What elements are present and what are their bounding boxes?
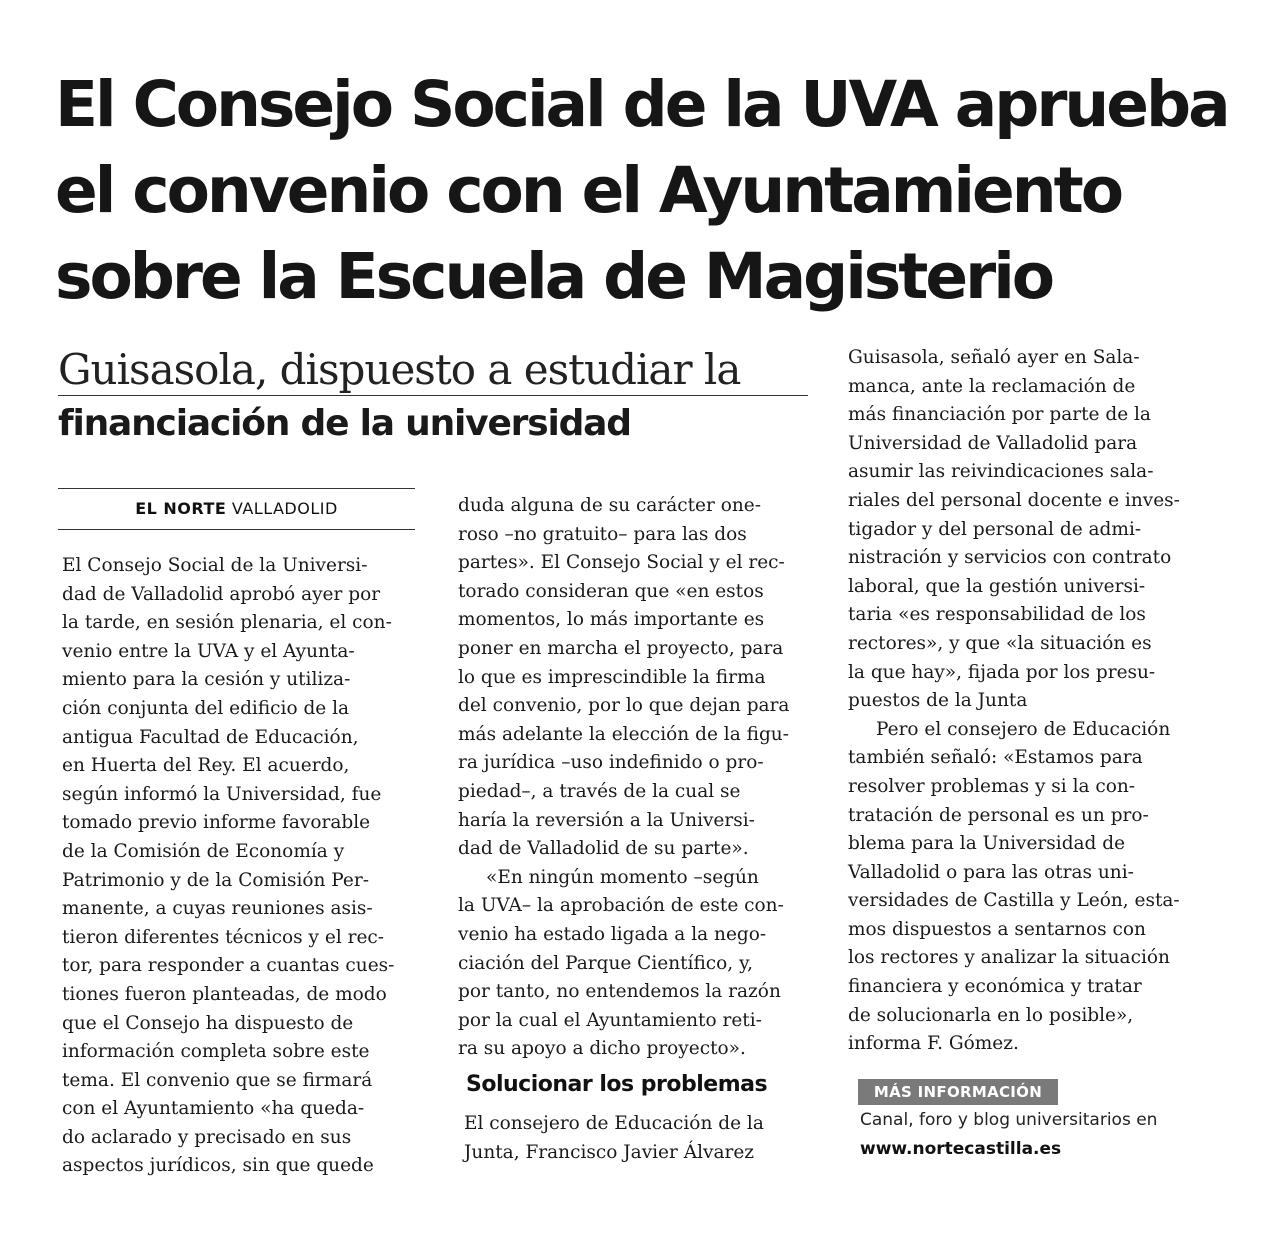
text-line: la tarde, en sesión plenaria, el con-: [62, 612, 392, 634]
text-line: manente, a cuyas reuniones asis-: [62, 898, 373, 920]
text-line: según informó la Universidad, fue: [62, 783, 382, 805]
text-line: momentos, lo más importante es: [458, 609, 765, 631]
text-line: lo que es imprescindible la firma: [458, 666, 766, 688]
text-line: tor, para responder a cuantas cues-: [62, 955, 395, 977]
text-line: partes». El Consejo Social y el rec-: [458, 552, 785, 574]
text-line: más financiación por parte de la: [848, 404, 1151, 426]
text-line: tomado previo informe favorable: [62, 812, 371, 834]
text-line: laboral, que la gestión universi-: [848, 575, 1146, 597]
subtitle-line: financiación de la universidad: [58, 403, 631, 444]
text-line: con el Ayuntamiento «ha queda-: [62, 1098, 365, 1120]
text-line: Universidad de Valladolid para: [848, 432, 1138, 454]
text-line: por la cual el Ayuntamiento reti-: [458, 1009, 762, 1031]
text-line: informa F. Gómez.: [848, 1033, 1019, 1055]
text-line: también señaló: «Estamos para: [848, 747, 1143, 769]
text-line: Junta, Francisco Javier Álvarez: [464, 1141, 755, 1163]
headline-line: sobre la Escuela de Magisterio: [55, 240, 1053, 313]
text-line: aspectos jurídicos, sin que quede: [62, 1155, 374, 1177]
text-line: miento para la cesión y utiliza-: [62, 669, 351, 691]
text-line: Valladolid o para las otras uni-: [848, 861, 1134, 883]
text-line: mos dispuestos a sentarnos con: [848, 918, 1146, 940]
text-line: nistración y servicios con contrato: [848, 547, 1172, 569]
text-line: la que hay», fijada por los presu-: [848, 661, 1156, 683]
text-line: do aclarado y precisado en sus: [62, 1126, 352, 1148]
text-line: venio entre la UVA y el Ayunta-: [62, 640, 355, 662]
more-info-text: Canal, foro y blog universitarios en: [860, 1110, 1158, 1130]
text-line: los rectores y analizar la situación: [848, 947, 1170, 969]
text-line: roso –no gratuito– para las dos: [458, 523, 747, 545]
text-line: torado consideran que «en estos: [458, 580, 764, 602]
text-line: blema para la Universidad de: [848, 833, 1126, 855]
text-line: de solucionarla en lo posible»,: [848, 1004, 1134, 1026]
text-line: venio ha estado ligada a la nego-: [458, 923, 767, 945]
more-info-link[interactable]: www.nortecastilla.es: [860, 1139, 1062, 1159]
text-line: ción conjunta del edificio de la: [62, 697, 350, 719]
text-line: manca, ante la reclamación de: [848, 375, 1136, 397]
section-subhead: Solucionar los problemas: [466, 1072, 768, 1097]
subtitle: [58, 345, 808, 452]
text-line: El consejero de Educación de la: [464, 1113, 764, 1134]
text-line: tema. El convenio que se firmará: [62, 1069, 373, 1091]
text-line: información completa sobre este: [62, 1041, 370, 1063]
text-line: Pero el consejero de Educación: [876, 718, 1171, 740]
byline: [58, 488, 415, 530]
text-line: por tanto, no entendemos la razón: [458, 981, 781, 1003]
text-line: tratación de personal es un pro-: [848, 804, 1149, 826]
text-line: poner en marcha el proyecto, para: [458, 637, 784, 659]
text-line: la UVA– la aprobación de este con-: [458, 895, 784, 917]
headline: [55, 62, 1235, 320]
subtitle-line: Guisasola, dispuesto a estudiar la: [58, 345, 741, 394]
text-line: «En ningún momento –según: [486, 866, 759, 888]
article-column-2-continued: [464, 1110, 834, 1167]
text-line: ra su apoyo a dicho proyecto».: [458, 1038, 746, 1060]
article-column-2: [458, 492, 828, 1064]
text-line: piedad–, a través de la cual se: [458, 780, 741, 802]
text-line: duda alguna de su carácter one-: [458, 495, 761, 516]
text-line: que el Consejo ha dispuesto de: [62, 1012, 354, 1034]
text-line: de la Comisión de Economía y: [62, 840, 345, 862]
headline-line: el convenio con el Ayuntamiento: [55, 154, 1121, 227]
text-line: tieron diferentes técnicos y el rec-: [62, 926, 385, 948]
more-info-badge: MÁS INFORMACIÓN: [858, 1079, 1058, 1105]
text-line: dad de Valladolid de su parte».: [458, 838, 749, 860]
text-line: resolver problemas y si la con-: [848, 775, 1136, 797]
text-line: asumir las reivindicaciones sala-: [848, 461, 1154, 483]
text-line: dad de Valladolid aprobó ayer por: [62, 583, 381, 605]
article-column-1: [62, 552, 432, 1181]
headline-line: El Consejo Social de la UVA aprueba: [55, 68, 1228, 141]
text-line: El Consejo Social de la Universi-: [62, 555, 368, 576]
text-line: taria «es responsabilidad de los: [848, 604, 1146, 626]
article-column-3: [848, 344, 1218, 1059]
text-line: ciación del Parque Científico, y,: [458, 952, 753, 974]
text-line: del convenio, por lo que dejan para: [458, 695, 790, 717]
text-line: riales del personal docente e inves-: [848, 489, 1180, 511]
text-line: Patrimonio y de la Comisión Per-: [62, 869, 369, 891]
text-line: en Huerta del Rey. El acuerdo,: [62, 755, 350, 777]
text-line: más adelante la elección de la figu-: [458, 723, 789, 745]
text-line: ra jurídica –uso indefinido o pro-: [458, 752, 764, 774]
text-line: tigador y del personal de admi-: [848, 518, 1142, 540]
text-line: rectores», y que «la situación es: [848, 632, 1152, 654]
text-line: antigua Facultad de Educación,: [62, 726, 359, 748]
text-line: puestos de la Junta: [848, 690, 1028, 712]
text-line: versidades de Castilla y León, esta-: [848, 890, 1180, 912]
text-line: Guisasola, señaló ayer en Sala-: [848, 347, 1140, 368]
byline-publication: EL NORTE: [135, 499, 227, 518]
text-line: financiera y económica y tratar: [848, 976, 1142, 998]
byline-city: VALLADOLID: [231, 499, 338, 518]
text-line: tiones fueron planteadas, de modo: [62, 983, 387, 1005]
text-line: haría la reversión a la Universi-: [458, 809, 755, 831]
